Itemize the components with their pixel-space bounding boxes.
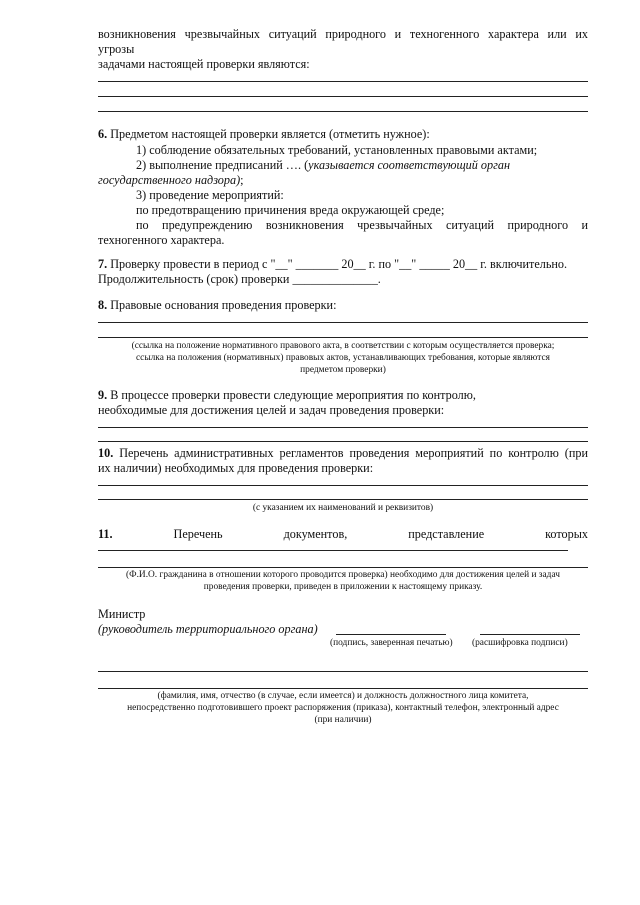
intro-line-1: возникновения чрезвычайных ситуаций природного и техногенного характера или их (98, 27, 588, 41)
section-7-line-1 (98, 257, 567, 271)
section-11-word-1: Перечень (173, 527, 223, 541)
section-8-title-text: Правовые основания проведения проверки: (110, 298, 337, 312)
section-9-line-1 (98, 388, 476, 402)
section-7-line-2: Продолжительность (срок) проверки ______________. (98, 272, 381, 286)
section-6-item-3b-cont: техногенного характера. (98, 233, 225, 247)
section-6-title (98, 127, 430, 141)
section-7-number: 7. (98, 257, 108, 271)
section-9-line-2: необходимые для достижения целей и задач проведения проверки: (98, 403, 445, 417)
item-2-suffix: ; (240, 173, 244, 187)
section-8-title (98, 298, 336, 312)
decode-line[interactable] (480, 634, 580, 635)
decode-note: (расшифровка подписи) (472, 638, 568, 648)
section-6-item-3a: по предотвращению причинения вреда окружающей среде; (136, 203, 445, 217)
section-11-note-1: (Ф.И.О. гражданина в отношении которого проводится проверка) необходимо для достижения целей и задач (126, 570, 560, 580)
section-11-word-3: представление (408, 527, 485, 541)
section-6-title-text: Предметом настоящей проверки является (отметить нужное): (110, 127, 430, 141)
section-9-number: 9. (98, 388, 108, 402)
head-label-text: (руководитель территориального органа) (98, 622, 318, 636)
section-6-item-1: 1) соблюдение обязательных требований, установленных правовыми актами; (136, 143, 538, 157)
section-10-number: 10. (98, 446, 114, 460)
fill-line[interactable] (98, 322, 588, 323)
footer-note-3: (при наличии) (314, 715, 372, 725)
fill-line[interactable] (98, 567, 588, 568)
fill-line[interactable] (98, 688, 588, 689)
item-2-italic-2: государственного надзора) (98, 173, 241, 187)
fill-line[interactable] (98, 550, 568, 551)
section-11-word-4: которых (545, 527, 588, 541)
fill-line[interactable] (98, 441, 588, 442)
signature-line[interactable] (336, 634, 446, 635)
section-10-note: (с указанием их наименований и реквизитов) (252, 503, 434, 513)
intro-line-2: угрозы (98, 42, 135, 56)
footer-note-1: (фамилия, имя, отчество (в случае, если имеется) и должность должностного лица комитета, (157, 691, 529, 701)
section-10-text: Перечень административных регламентов проведения мероприятий по контролю (при (119, 446, 588, 460)
section-10-line-1 (98, 446, 588, 460)
fill-line[interactable] (98, 96, 588, 97)
section-10-line-2: их наличии) необходимых для проведения проверки: (98, 461, 374, 475)
section-8-note-1: (ссылка на положение нормативного правового акта, в соответствии с которым осуществляется проверка; (131, 341, 555, 351)
fill-line[interactable] (98, 485, 588, 486)
fill-line[interactable] (98, 337, 588, 338)
minister-label: Министр (98, 607, 146, 621)
fill-line[interactable] (98, 111, 588, 112)
section-8-number: 8. (98, 298, 108, 312)
footer-note-2: непосредственно подготовившего проект распоряжения (приказа), контактный телефон, электронный адрес (127, 703, 559, 713)
fill-line[interactable] (98, 671, 588, 672)
fill-line[interactable] (98, 499, 588, 500)
fill-line[interactable] (98, 427, 588, 428)
section-6-number: 6. (98, 127, 108, 141)
section-6-item-2-cont (98, 173, 244, 187)
section-6-item-2 (136, 158, 510, 172)
section-6-item-3: 3) проведение мероприятий: (136, 188, 284, 202)
section-8-note-3: предметом проверки) (300, 365, 386, 375)
intro-line-3: задачами настоящей проверки являются: (98, 57, 310, 71)
section-7-period: Проверку провести в период с "__" _______ 20__ г. по "__" _____ 20__ г. включительно. (110, 257, 568, 271)
section-11-line (98, 527, 588, 541)
section-9-text: В процессе проверки провести следующие мероприятия по контролю, (110, 388, 476, 402)
head-label (98, 622, 318, 636)
section-11-number: 11. (98, 527, 113, 541)
signature-note: (подпись, заверенная печатью) (330, 638, 453, 648)
section-8-note-2: ссылка на положения (нормативных) правовых актов, устанавливающих требования, которые являются (136, 353, 550, 363)
section-11-word-2: документов, (283, 527, 348, 541)
item-2-italic-1: указывается соответствующий орган (308, 158, 510, 172)
item-2-prefix: 2) выполнение предписаний …. ( (136, 158, 309, 172)
section-6-item-3b: по предупреждению возникновения чрезвычайных ситуаций природного и (136, 218, 588, 232)
section-11-note-2: проведения проверки, приведен в приложении к настоящему приказу. (203, 582, 483, 592)
fill-line[interactable] (98, 81, 588, 82)
